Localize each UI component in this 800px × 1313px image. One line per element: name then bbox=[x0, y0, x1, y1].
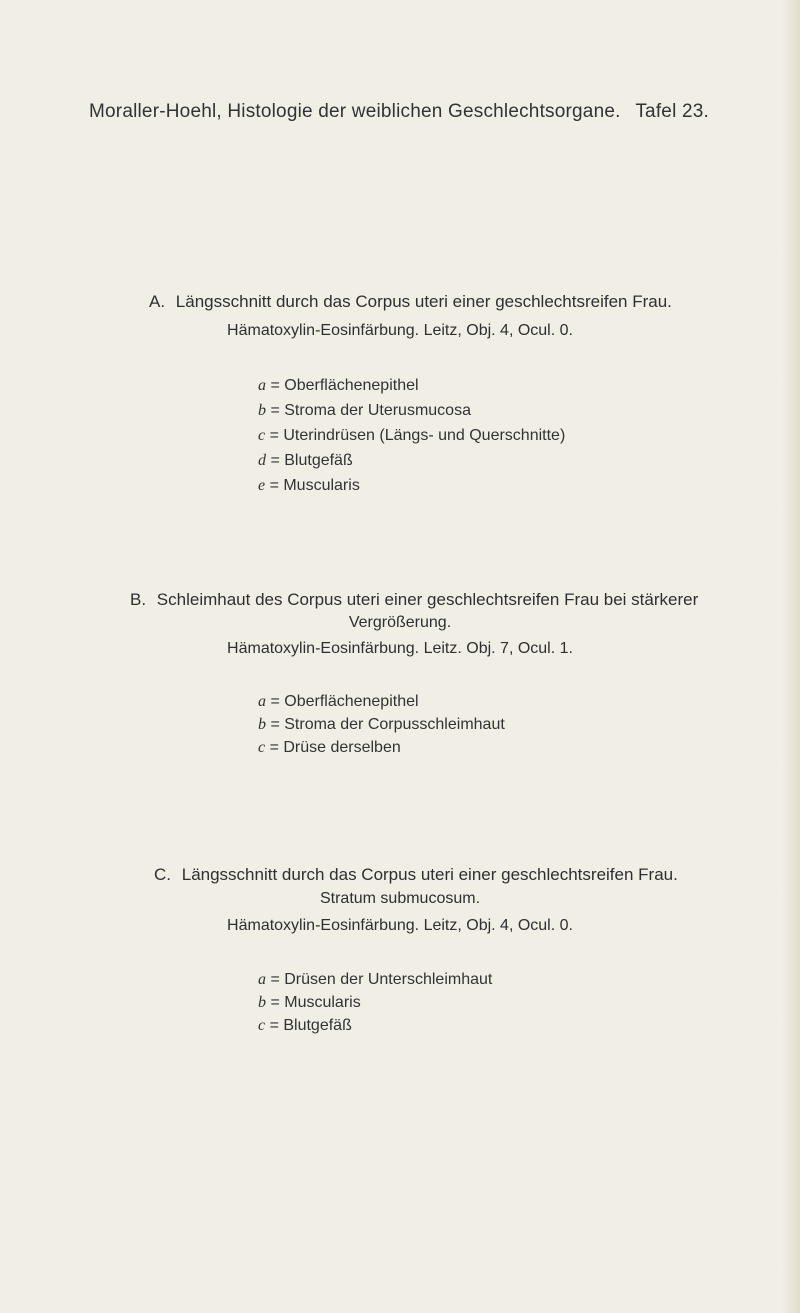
legend-key: c bbox=[258, 1017, 266, 1034]
section-b-staining: Hämatoxylin-Eosinfärbung. Leitz. Obj. 7, Ocul. 1. bbox=[227, 640, 573, 657]
header-plate-number: Tafel 23. bbox=[635, 101, 709, 122]
section-c-label: C. bbox=[154, 865, 171, 884]
section-b-heading bbox=[130, 590, 698, 610]
legend-key: a bbox=[258, 693, 266, 710]
section-c-legend-item bbox=[258, 994, 361, 1012]
section-c-subtitle: Stratum submucosum. bbox=[319, 890, 481, 907]
header-title: Moraller-Hoehl, Histologie der weiblichen Geschlechtsorgane. bbox=[89, 101, 621, 122]
legend-key: c bbox=[258, 739, 266, 756]
section-a-legend-item bbox=[258, 402, 471, 420]
section-a-title: Längsschnitt durch das Corpus uteri einer geschlechtsreifen Frau. bbox=[175, 292, 672, 311]
legend-text: = Blutgefäß bbox=[270, 452, 353, 469]
section-b-legend-item bbox=[258, 693, 419, 711]
section-c-legend-item bbox=[258, 971, 492, 989]
legend-text: = Stroma der Corpusschleimhaut bbox=[270, 716, 505, 733]
legend-text: = Blutgefäß bbox=[269, 1017, 352, 1034]
legend-key: c bbox=[258, 427, 266, 444]
section-a-staining: Hämatoxylin-Eosinfärbung. Leitz, Obj. 4, Ocul. 0. bbox=[227, 322, 573, 339]
legend-text: = Oberflächenepithel bbox=[270, 377, 419, 394]
legend-key: b bbox=[258, 402, 266, 419]
section-b-title: Schleimhaut des Corpus uteri einer geschlechtsreifen Frau bei stärkerer bbox=[156, 590, 699, 609]
legend-key: a bbox=[258, 971, 266, 988]
legend-text: = Muscularis bbox=[269, 477, 360, 494]
section-a-heading bbox=[149, 292, 672, 312]
section-c-heading bbox=[154, 865, 678, 885]
legend-key: b bbox=[258, 994, 266, 1011]
legend-key: b bbox=[258, 716, 266, 733]
section-c-title: Längsschnitt durch das Corpus uteri einer geschlechtsreifen Frau. bbox=[181, 865, 678, 884]
legend-key: d bbox=[258, 452, 266, 469]
section-b-legend-item bbox=[258, 739, 401, 757]
section-b-legend-item bbox=[258, 716, 505, 734]
legend-key: a bbox=[258, 377, 266, 394]
section-a-legend-item bbox=[258, 377, 419, 395]
legend-text: = Stroma der Uterusmucosa bbox=[270, 402, 471, 419]
legend-text: = Oberflächenepithel bbox=[270, 693, 419, 710]
section-b-subtitle: Vergrößerung. bbox=[348, 614, 452, 631]
legend-text: = Drüsen der Unterschleimhaut bbox=[270, 971, 493, 988]
section-b-label: B. bbox=[130, 590, 147, 609]
legend-key: e bbox=[258, 477, 266, 494]
running-header bbox=[89, 101, 709, 131]
section-c-staining: Hämatoxylin-Eosinfärbung. Leitz, Obj. 4, Ocul. 0. bbox=[227, 917, 573, 934]
legend-text: = Muscularis bbox=[270, 994, 361, 1011]
section-c-legend-item bbox=[258, 1017, 352, 1035]
section-a-legend-item bbox=[258, 427, 565, 445]
legend-text: = Uterindrüsen (Längs- und Querschnitte) bbox=[269, 427, 566, 444]
section-a-legend-item bbox=[258, 452, 353, 470]
legend-text: = Drüse derselben bbox=[269, 739, 401, 756]
section-a-label: A. bbox=[149, 292, 166, 311]
section-a-legend-item bbox=[258, 477, 360, 495]
